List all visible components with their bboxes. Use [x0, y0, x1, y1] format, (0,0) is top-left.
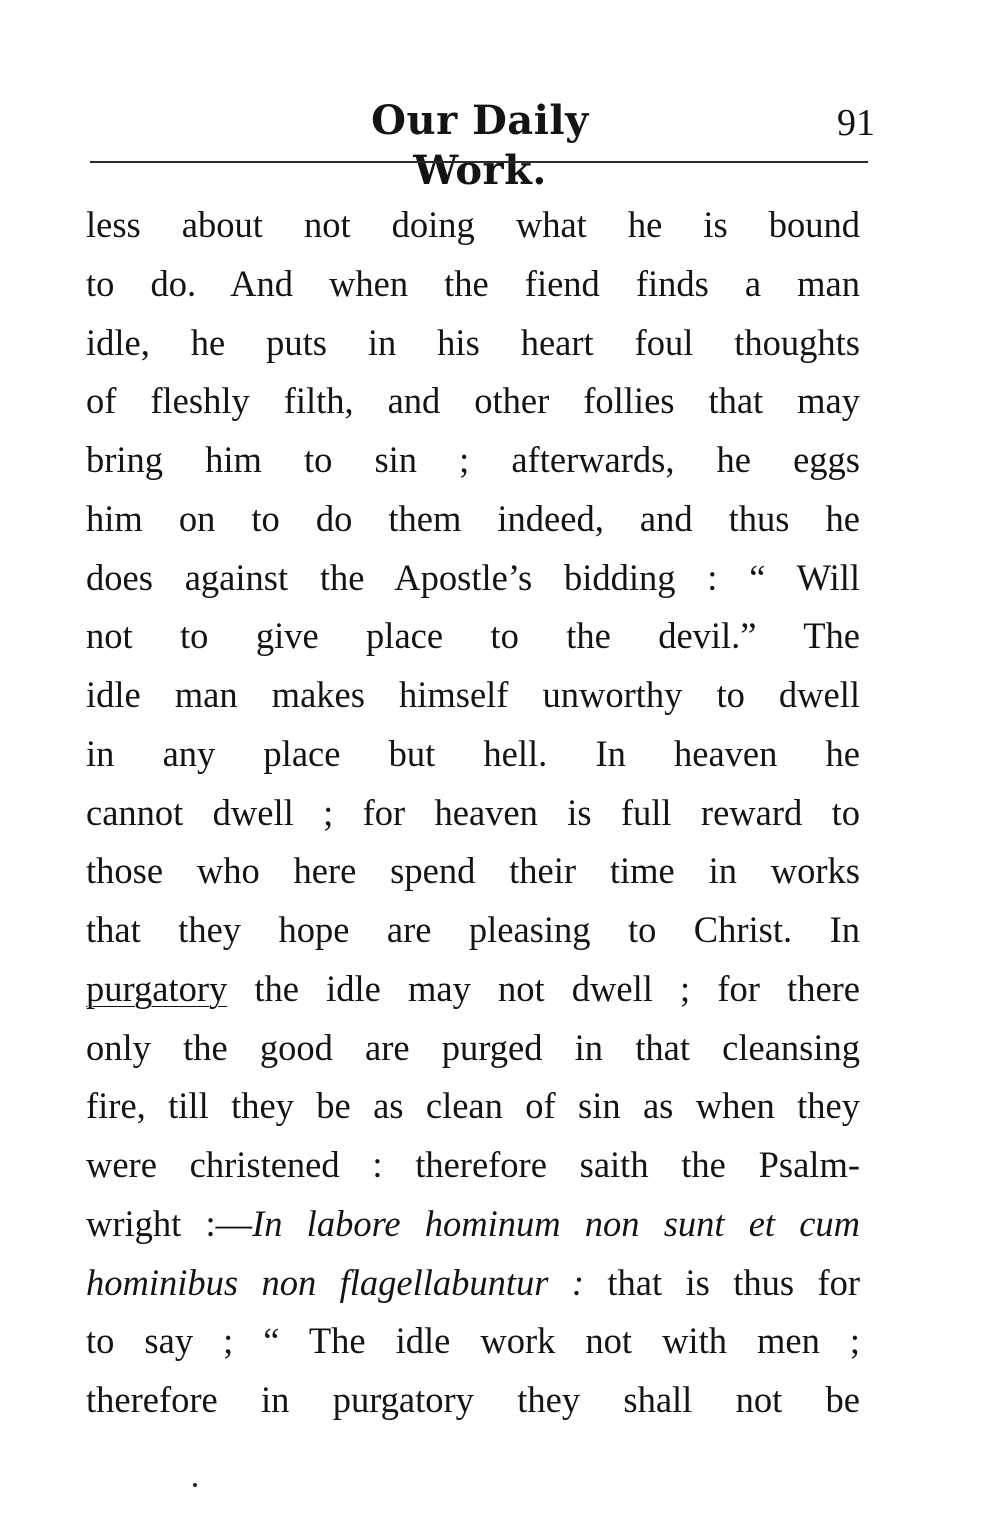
text-line: only the good are purged in that cleansing — [86, 1026, 860, 1068]
text-line: idle, he puts in his heart foul thoughts — [86, 321, 860, 363]
text-plain: that is thus for — [584, 1261, 861, 1303]
text-line: fire, till they be as clean of sin as when they — [86, 1085, 860, 1127]
text-line: in any place but hell. In heaven he — [86, 732, 860, 774]
text-line: of fleshly filth, and other follies that may — [86, 380, 860, 422]
page-number: 91 — [837, 102, 875, 144]
text-plain: wright :— — [86, 1202, 253, 1244]
text-line: cannot dwell ; for heaven is full reward to — [86, 791, 860, 833]
text-line: idle man makes himself unworthy to dwell — [86, 674, 860, 715]
latin-quote: hominibus non flagellabuntur : — [86, 1261, 584, 1303]
text-line: therefore in purgatory they shall not be — [86, 1379, 860, 1420]
text-line-latin-1 — [86, 1195, 860, 1254]
print-speck — [193, 1483, 197, 1487]
text-line: less about not doing what he is bound — [86, 204, 860, 245]
header-rule — [90, 161, 868, 163]
text-line: bring him to sin ; afterwards, he eggs — [86, 439, 860, 480]
body-text — [86, 196, 860, 1430]
text-line: him on to do them indeed, and thus he — [86, 497, 860, 539]
text-line: not to give place to the devil.” The — [86, 615, 860, 657]
text-line-purgatory — [86, 960, 860, 1019]
text-line: those who here spend their time in works — [86, 850, 860, 892]
text-line: were christened : therefore saith the Psalm- — [86, 1144, 860, 1185]
running-head-title: Our Daily Work. — [371, 97, 589, 194]
text-line: does against the Apostle’s bidding : “ Will — [86, 556, 860, 598]
text-line: to say ; “ The idle work not with men ; — [86, 1320, 860, 1362]
text-line-rest: the idle may not dwell ; for there — [227, 967, 860, 1009]
latin-quote: In labore hominum non sunt et cum — [252, 1202, 861, 1244]
text-line-latin-2 — [86, 1254, 860, 1313]
text-line: that they hope are pleasing to Christ. In — [86, 909, 860, 950]
text-line: to do. And when the fiend finds a man — [86, 262, 860, 304]
underlined-word: purgatory — [86, 967, 228, 1009]
